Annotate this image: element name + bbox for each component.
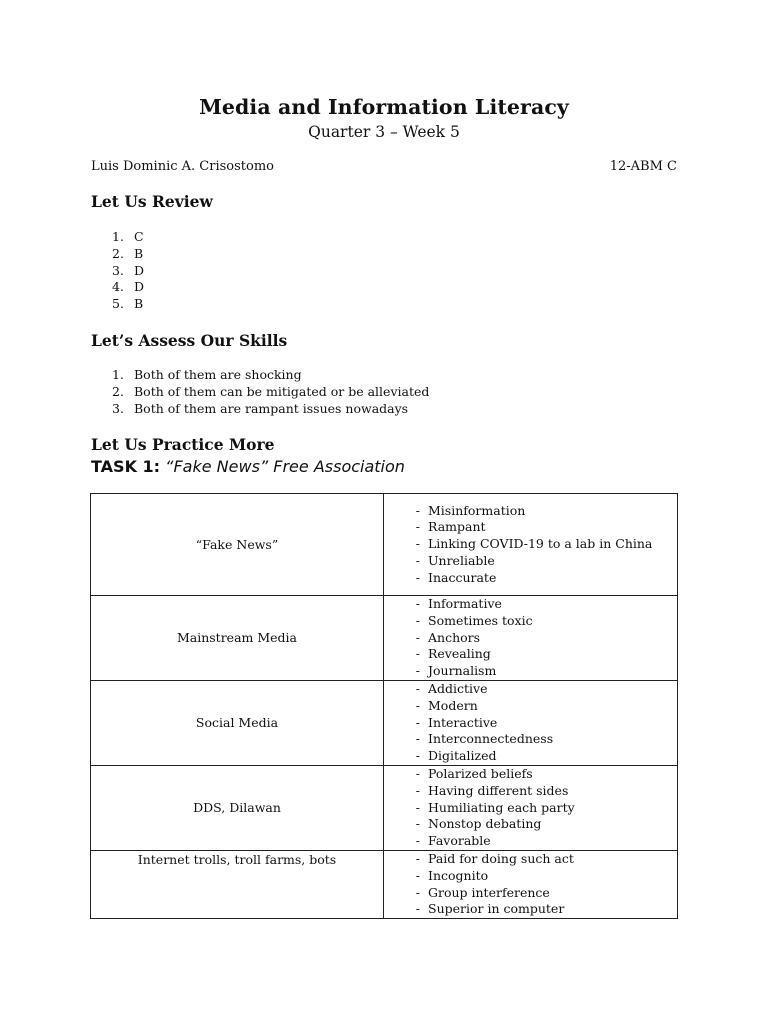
list-item: 3. Both of them are rampant issues nowadays: [112, 400, 409, 416]
review-answer-list: [112, 229, 144, 313]
list-item: - Paid for doing such act: [415, 850, 574, 866]
list-item: 1. Both of them are shocking: [112, 367, 302, 382]
list-item: - Inaccurate: [415, 569, 497, 585]
list-item: - Rampant: [415, 519, 486, 535]
table-words-cell: [384, 765, 678, 850]
list-item: 3. D: [112, 262, 145, 278]
list-item: 5. B: [112, 296, 144, 312]
list-item: - Interactive: [415, 714, 498, 730]
table-row: [91, 850, 678, 918]
list-item: 4. D: [112, 279, 145, 295]
list-item: - Misinformation: [415, 502, 526, 518]
task-label: TASK 1:: [91, 457, 161, 476]
table-words-cell: [384, 850, 678, 918]
task-title: “Fake News” Free Association: [165, 457, 405, 476]
list-item: - Having different sides: [415, 782, 569, 798]
list-item: - Informative: [415, 596, 502, 611]
table-row: [91, 765, 678, 850]
list-item: - Addictive: [415, 680, 488, 696]
list-item: - Interconnectedness: [415, 731, 554, 747]
document-subtitle: Quarter 3 – Week 5: [308, 123, 460, 141]
student-section: 12-ABM C: [609, 159, 677, 174]
table-words-cell: [384, 494, 678, 596]
list-item: - Group interference: [415, 884, 550, 900]
list-item: - Nonstop debating: [415, 816, 542, 832]
list-item: 1. C: [112, 229, 144, 244]
student-info-line: [91, 158, 677, 176]
list-item: - Linking COVID-19 to a lab in China: [415, 536, 653, 552]
document-title: Media and Information Literacy: [199, 95, 569, 119]
free-association-table: [90, 493, 678, 919]
list-item: - Journalism: [415, 663, 497, 679]
list-item: - Superior in computer: [415, 901, 565, 917]
list-item: - Unreliable: [415, 552, 495, 568]
assess-answer-list: [112, 367, 429, 417]
student-name: Luis Dominic A. Crisostomo: [91, 159, 274, 174]
table-term-cell: Social Media: [91, 680, 384, 765]
table-term-cell: Internet trolls, troll farms, bots: [91, 850, 384, 918]
list-item: - Revealing: [415, 646, 491, 662]
list-item: - Favorable: [415, 833, 491, 849]
list-item: - Digitalized: [415, 748, 497, 764]
list-item: - Humiliating each party: [415, 799, 575, 815]
list-item: - Incognito: [415, 867, 489, 883]
practice-heading: Let Us Practice More: [91, 435, 275, 454]
list-item: - Anchors: [415, 629, 481, 645]
review-heading: Let Us Review: [91, 192, 213, 211]
table-words-cell: [384, 680, 678, 765]
list-item: - Modern: [415, 697, 478, 713]
task-heading: [91, 456, 405, 478]
list-item: - Polarized beliefs: [415, 765, 533, 781]
table-term-cell: DDS, Dilawan: [91, 765, 384, 850]
table-row: [91, 680, 678, 765]
list-item: 2. B: [112, 245, 144, 261]
list-item: 2. Both of them can be mitigated or be alleviated: [112, 383, 430, 399]
table-words-cell: [384, 596, 678, 681]
table-term-cell: Mainstream Media: [91, 596, 384, 681]
table-row: [91, 494, 678, 596]
table-term-cell: “Fake News”: [91, 494, 384, 596]
assess-heading: Let’s Assess Our Skills: [91, 331, 288, 350]
list-item: - Sometimes toxic: [415, 612, 533, 628]
table-row: [91, 596, 678, 681]
